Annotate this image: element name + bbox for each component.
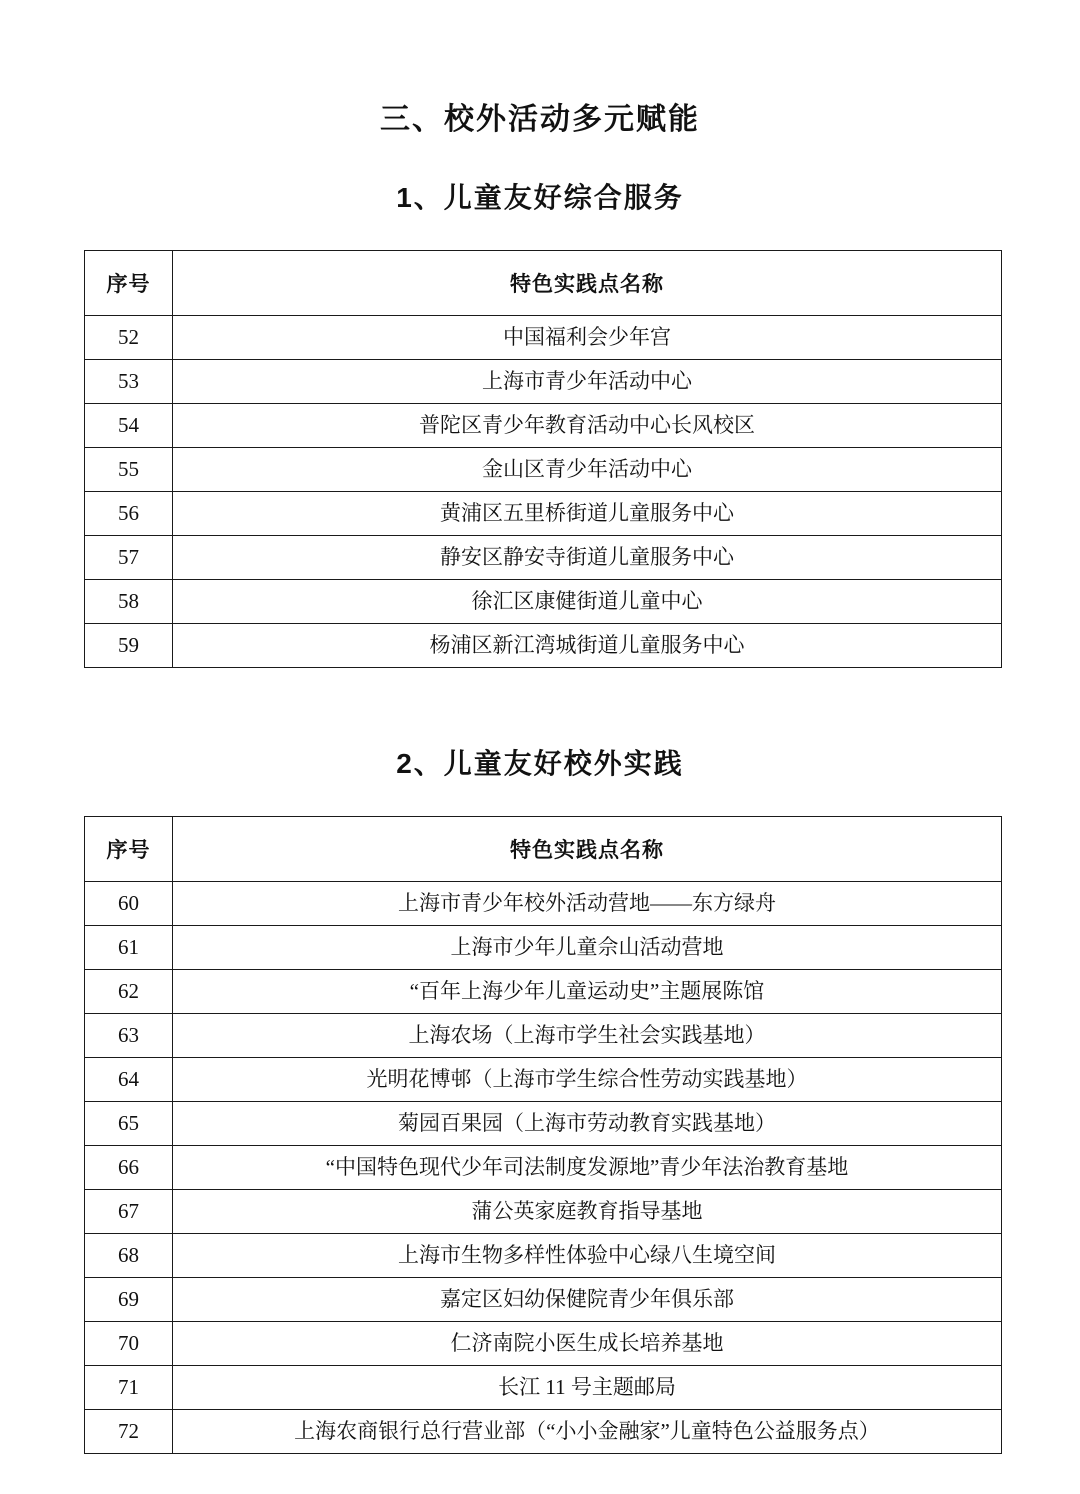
cell-name: 中国福利会少年宫 <box>173 316 1002 360</box>
cell-index: 62 <box>85 970 173 1014</box>
cell-name: 上海农场（上海市学生社会实践基地） <box>173 1014 1002 1058</box>
cell-index: 57 <box>85 536 173 580</box>
table-row <box>85 1322 1002 1366</box>
table-row <box>85 882 1002 926</box>
table-row <box>85 1058 1002 1102</box>
cell-index: 66 <box>85 1146 173 1190</box>
cell-index: 72 <box>85 1410 173 1454</box>
cell-name: 上海市青少年校外活动营地——东方绿舟 <box>173 882 1002 926</box>
cell-index: 65 <box>85 1102 173 1146</box>
cell-index: 71 <box>85 1366 173 1410</box>
table-row <box>85 1278 1002 1322</box>
cell-index: 69 <box>85 1278 173 1322</box>
cell-index: 67 <box>85 1190 173 1234</box>
cell-name: 上海市青少年活动中心 <box>173 360 1002 404</box>
cell-name: 上海农商银行总行营业部（“小小金融家”儿童特色公益服务点） <box>173 1410 1002 1454</box>
column-header-index: 序号 <box>85 817 173 882</box>
cell-name: 上海市生物多样性体验中心绿八生境空间 <box>173 1234 1002 1278</box>
table-row <box>85 536 1002 580</box>
cell-index: 68 <box>85 1234 173 1278</box>
table-row <box>85 1146 1002 1190</box>
table-row <box>85 360 1002 404</box>
subsection-title-2: 2、儿童友好校外实践 <box>396 748 684 779</box>
cell-index: 58 <box>85 580 173 624</box>
page-title: 三、校外活动多元赋能 <box>380 103 700 136</box>
cell-name: 静安区静安寺街道儿童服务中心 <box>173 536 1002 580</box>
table-header-row <box>85 817 1002 882</box>
cell-index: 53 <box>85 360 173 404</box>
table-row <box>85 624 1002 668</box>
table-row <box>85 404 1002 448</box>
table-row <box>85 580 1002 624</box>
cell-index: 54 <box>85 404 173 448</box>
table-row <box>85 448 1002 492</box>
column-header-name: 特色实践点名称 <box>173 251 1002 316</box>
table-row <box>85 1014 1002 1058</box>
cell-index: 59 <box>85 624 173 668</box>
cell-name: 蒲公英家庭教育指导基地 <box>173 1190 1002 1234</box>
cell-index: 60 <box>85 882 173 926</box>
cell-index: 61 <box>85 926 173 970</box>
cell-index: 64 <box>85 1058 173 1102</box>
table-row <box>85 492 1002 536</box>
cell-name: 仁济南院小医生成长培养基地 <box>173 1322 1002 1366</box>
cell-name: 徐汇区康健街道儿童中心 <box>173 580 1002 624</box>
cell-name: 杨浦区新江湾城街道儿童服务中心 <box>173 624 1002 668</box>
cell-name: 黄浦区五里桥街道儿童服务中心 <box>173 492 1002 536</box>
cell-name: 普陀区青少年教育活动中心长风校区 <box>173 404 1002 448</box>
subsection-title-1: 1、儿童友好综合服务 <box>396 182 684 213</box>
column-header-name: 特色实践点名称 <box>173 817 1002 882</box>
table-offcampus-practice <box>84 816 1002 1454</box>
cell-index: 70 <box>85 1322 173 1366</box>
cell-index: 52 <box>85 316 173 360</box>
cell-index: 63 <box>85 1014 173 1058</box>
cell-index: 56 <box>85 492 173 536</box>
cell-name: “中国特色现代少年司法制度发源地”青少年法治教育基地 <box>173 1146 1002 1190</box>
cell-name: “百年上海少年儿童运动史”主题展陈馆 <box>173 970 1002 1014</box>
table-row <box>85 1102 1002 1146</box>
table-comprehensive-services <box>84 250 1002 668</box>
cell-name: 长江 11 号主题邮局 <box>173 1366 1002 1410</box>
table-row <box>85 1190 1002 1234</box>
table-header-row <box>85 251 1002 316</box>
table-row <box>85 926 1002 970</box>
table-row <box>85 970 1002 1014</box>
table-row <box>85 1410 1002 1454</box>
cell-name: 金山区青少年活动中心 <box>173 448 1002 492</box>
cell-name: 光明花博邨（上海市学生综合性劳动实践基地） <box>173 1058 1002 1102</box>
table-row <box>85 1366 1002 1410</box>
table-row <box>85 1234 1002 1278</box>
cell-name: 菊园百果园（上海市劳动教育实践基地） <box>173 1102 1002 1146</box>
table-row <box>85 316 1002 360</box>
cell-index: 55 <box>85 448 173 492</box>
column-header-index: 序号 <box>85 251 173 316</box>
cell-name: 嘉定区妇幼保健院青少年俱乐部 <box>173 1278 1002 1322</box>
cell-name: 上海市少年儿童佘山活动营地 <box>173 926 1002 970</box>
